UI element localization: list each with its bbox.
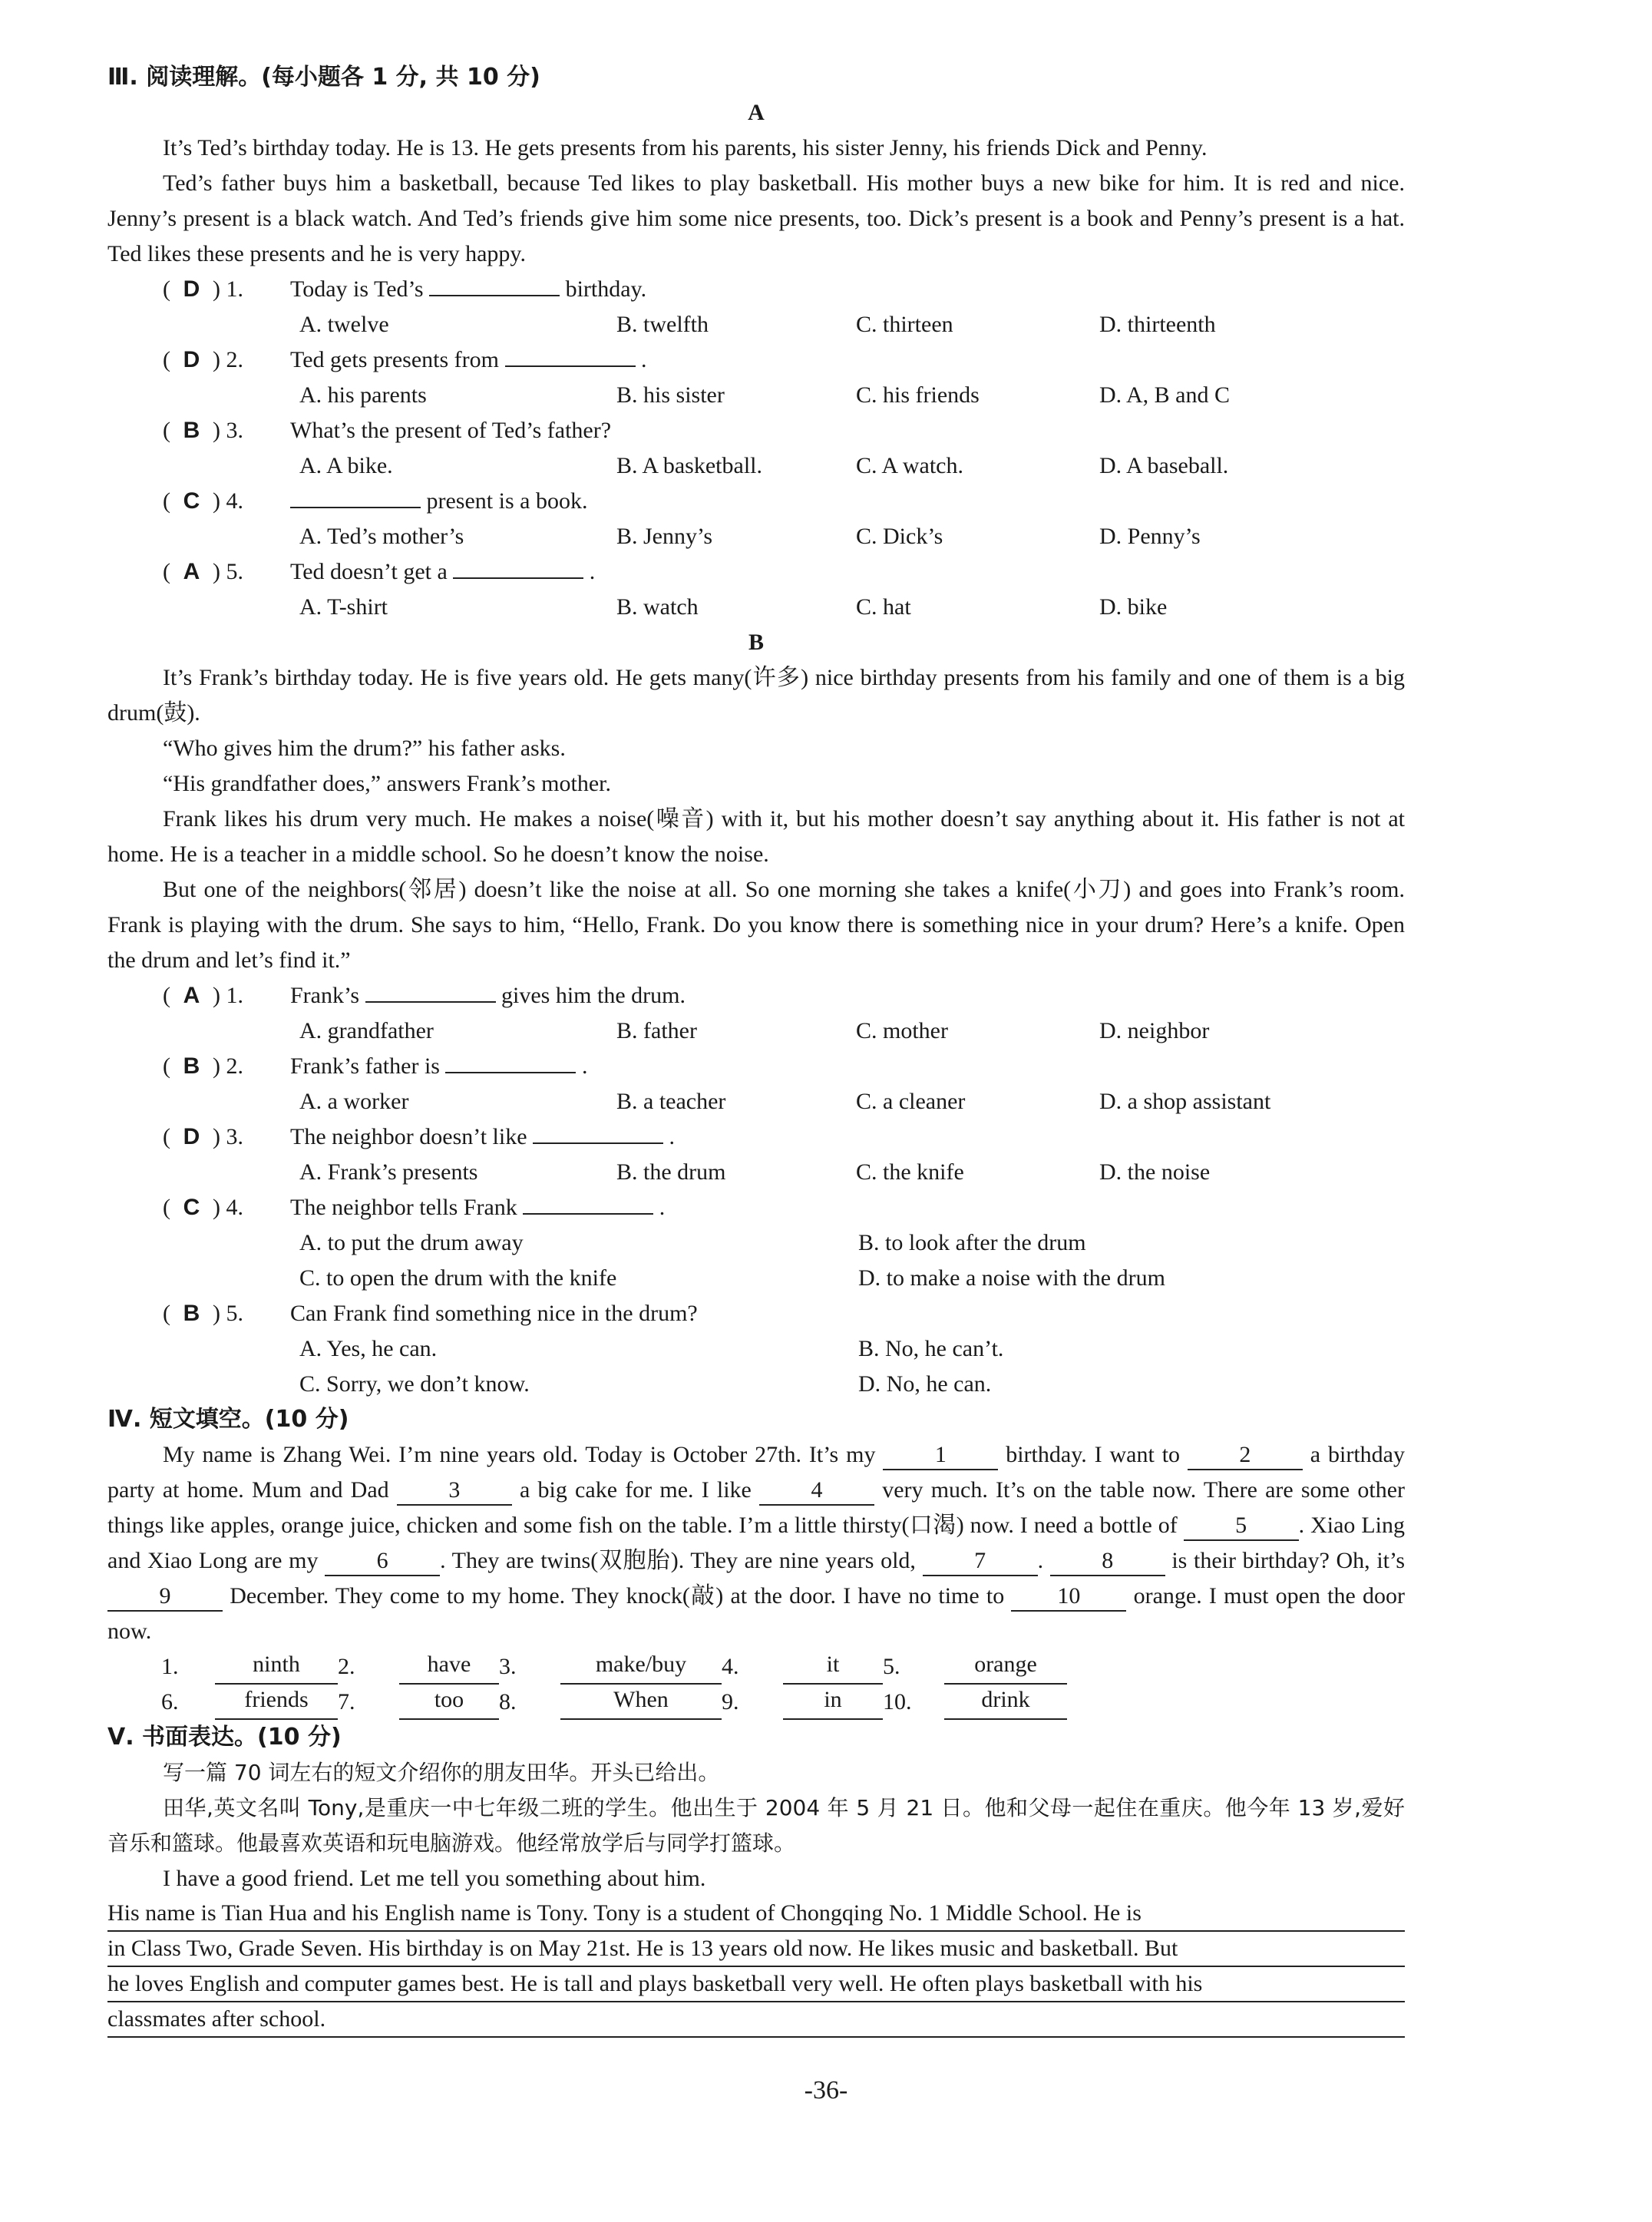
cloze-blank-4: 4: [759, 1476, 874, 1506]
question-row: [107, 554, 1405, 590]
option-row: [107, 1367, 1405, 1402]
answer-blank: [533, 1119, 663, 1144]
answer-number: 6.: [161, 1689, 179, 1714]
cloze-blank-10: 10: [1011, 1582, 1126, 1612]
passage-a-questions: [107, 272, 1405, 625]
page-number: -36-: [804, 2076, 848, 2105]
question-text-after: .: [589, 559, 596, 584]
answer-letter: B: [183, 1053, 200, 1079]
answer-blank: [429, 272, 560, 296]
option: A. grandfather: [299, 1018, 434, 1043]
question-stem: [290, 978, 686, 1013]
option: D. Penny’s: [1099, 524, 1201, 549]
question-row: [107, 272, 1405, 307]
question-text-after: .: [641, 347, 647, 372]
answer-letter: C: [183, 1195, 200, 1220]
option: A. Ted’s mother’s: [299, 524, 464, 549]
option: D. No, he can.: [858, 1371, 992, 1397]
worksheet-page: [107, 60, 1405, 2038]
question-row: [107, 1190, 1405, 1225]
cloze-blank-8: 8: [1050, 1547, 1165, 1576]
answer-number: 4.: [722, 1654, 739, 1679]
option: C. his friends: [856, 382, 980, 408]
answer-letter: A: [183, 559, 200, 584]
question-stem: [290, 554, 595, 590]
answer-paren: ( D ) 1.: [163, 272, 290, 307]
option: B. twelfth: [616, 312, 709, 337]
paragraph: “His grandfather does,” answers Frank’s mother.: [163, 771, 612, 796]
option: A. twelve: [299, 312, 389, 337]
option: C. to open the drum with the knife: [299, 1265, 617, 1291]
question-stem: [290, 1049, 587, 1084]
option: B. Jenny’s: [616, 524, 713, 549]
answer-paren: ( C ) 4.: [163, 1190, 290, 1225]
question-stem: [290, 1190, 665, 1225]
option: C. thirteen: [856, 312, 953, 337]
question-number: 3.: [226, 1124, 243, 1149]
cloze-blank-1: 1: [883, 1441, 998, 1470]
answer-value: in: [783, 1685, 883, 1720]
essay-body: [107, 1896, 1405, 2038]
option-row: [107, 590, 1405, 625]
answer-number: 10.: [883, 1689, 912, 1714]
answer-number: 3.: [499, 1654, 517, 1679]
option: C. Dick’s: [856, 524, 943, 549]
question-text: Frank’s father is: [290, 1053, 440, 1079]
option-row: [107, 448, 1405, 484]
answer-number: 2.: [338, 1654, 355, 1679]
passage-text: . They are twins(双胞胎). They are nine years old,: [440, 1548, 923, 1573]
paragraph: Frank likes his drum very much. He makes a noise(噪音) with it, but his mother doesn’t say anything about it. His father is not at home. He is a teacher in a middle school. So he doesn’t know the noise.: [107, 806, 1405, 867]
answer-letter: B: [183, 418, 200, 443]
answer-value: it: [783, 1649, 883, 1685]
passage-b-heading: B: [748, 630, 764, 655]
question-stem: [290, 484, 587, 519]
option: D. the noise: [1099, 1159, 1211, 1185]
passage-text: is their birthday? Oh, it’s: [1165, 1548, 1405, 1573]
question-row: [107, 342, 1405, 378]
answer-letter: D: [183, 1124, 200, 1149]
passage-text: My name is Zhang Wei. I’m nine years old. Today is October 27th. It’s my: [163, 1442, 884, 1467]
paragraph: It’s Ted’s birthday today. He is 13. He gets presents from his parents, his sister Jenny, his friends Dick and Penny.: [163, 135, 1208, 160]
answer-blank: [523, 1190, 653, 1215]
essay-line: His name is Tian Hua and his English name is Tony. Tony is a student of Chongqing No. 1 Middle School. He is: [107, 1896, 1405, 1932]
cloze-blank-9: 9: [107, 1582, 223, 1612]
option-row: [107, 307, 1405, 342]
answer-value: friends: [215, 1685, 338, 1720]
option-row: [107, 1013, 1405, 1049]
option: D. A baseball.: [1099, 453, 1229, 478]
question-stem: [290, 272, 646, 307]
option: C. a cleaner: [856, 1089, 966, 1114]
question-number: 1.: [226, 983, 243, 1008]
question-text: Frank’s: [290, 983, 359, 1008]
paragraph: But one of the neighbors(邻居) doesn’t like the noise at all. So one morning she takes a knife(小刀) and goes into Frank’s room. Frank is playing with the drum. She says to him, “Hello, Frank. Do you know there is something nice in your drum? Here’s a knife. Open the drum and let’s find it.”: [107, 877, 1405, 973]
option: A. Frank’s presents: [299, 1159, 478, 1185]
option: B. No, he can’t.: [858, 1336, 1004, 1361]
option: C. Sorry, we don’t know.: [299, 1371, 530, 1397]
question-number: 1.: [226, 276, 243, 302]
cloze-passage: [107, 1437, 1405, 1649]
option-row: [107, 378, 1405, 413]
passage-text: a birthday party at home. Mum and Dad: [107, 1442, 1405, 1503]
option: C. A watch.: [856, 453, 963, 478]
option: C. mother: [856, 1018, 948, 1043]
option-row: [107, 519, 1405, 554]
question-text: Today is Ted’s: [290, 276, 424, 302]
cloze-blank-7: 7: [923, 1547, 1038, 1576]
option-row: [107, 1155, 1405, 1190]
question-row: [107, 413, 1405, 448]
question-text: The neighbor doesn’t like: [290, 1124, 527, 1149]
question-stem: [290, 1296, 698, 1331]
question-text: The neighbor tells Frank: [290, 1195, 517, 1220]
answer-value: When: [560, 1685, 722, 1720]
passage-b-questions: [107, 978, 1405, 1402]
option: A. his parents: [299, 382, 427, 408]
answer-number: 7.: [338, 1689, 355, 1714]
question-number: 5.: [226, 559, 243, 584]
option: D. A, B and C: [1099, 382, 1231, 408]
option: B. father: [616, 1018, 697, 1043]
passage-text: very much. It’s on the table now. There are some other things like apples, orange juice, chicken and some fish on the table. I’m a little thirsty(口渴) now. I need a bottle of: [107, 1477, 1406, 1538]
option-row: [107, 1331, 1405, 1367]
writing-prompt-2: 田华,英文名叫 Tony,是重庆一中七年级二班的学生。他出生于 2004 年 5 月 21 日。他和父母一起住在重庆。他今年 13 岁,爱好音乐和篮球。他最喜欢英语和玩电脑游戏。他经常放学后与同学打篮球。: [107, 1795, 1405, 1856]
option-row: [107, 1225, 1405, 1261]
question-stem: [290, 1119, 675, 1155]
option: D. to make a noise with the drum: [858, 1265, 1165, 1291]
passage-a-heading: A: [748, 100, 765, 125]
question-row: [107, 484, 1405, 519]
question-row: [107, 978, 1405, 1013]
answer-letter: C: [183, 488, 200, 514]
question-stem: [290, 342, 647, 378]
question-text-after: birthday.: [565, 276, 647, 302]
answer-letter: D: [183, 347, 200, 372]
answer-blank: [445, 1049, 576, 1073]
answer-number: 5.: [883, 1654, 900, 1679]
answer-value: too: [399, 1685, 499, 1720]
answer-value: orange: [944, 1649, 1067, 1685]
answer-letter: D: [183, 276, 200, 302]
answer-number: 8.: [499, 1689, 517, 1714]
essay-opening: I have a good friend. Let me tell you something about him.: [163, 1866, 706, 1891]
essay-line: classmates after school.: [107, 2002, 1405, 2038]
question-text-after: .: [659, 1195, 666, 1220]
passage-text: a big cake for me. I like: [511, 1477, 760, 1503]
answer-paren: ( A ) 1.: [163, 978, 290, 1013]
option: D. bike: [1099, 594, 1168, 620]
paragraph: Ted’s father buys him a basketball, because Ted likes to play basketball. His mother buys a new bike for him. It is red and nice. Jenny’s present is a black watch. And Ted’s friends give him some nice presents, too. Dick’s present is a book and Penny’s present is a hat. Ted likes these presents and he is very happy.: [107, 170, 1405, 266]
answer-blank: [290, 484, 421, 508]
passage-b: [107, 660, 1405, 978]
writing-prompt-1: 写一篇 70 词左右的短文介绍你的朋友田华。开头已给出。: [163, 1760, 720, 1785]
question-text-after: present is a book.: [426, 488, 588, 514]
answer-paren: ( B ) 3.: [163, 413, 290, 448]
cloze-blank-3: 3: [397, 1476, 512, 1506]
option: B. his sister: [616, 382, 725, 408]
option: B. to look after the drum: [858, 1230, 1086, 1255]
question-text: Ted doesn’t get a: [290, 559, 448, 584]
answer-number: 9.: [722, 1689, 739, 1714]
answer-paren: ( D ) 2.: [163, 342, 290, 378]
option: B. a teacher: [616, 1089, 726, 1114]
paragraph: It’s Frank’s birthday today. He is five years old. He gets many(许多) nice birthday presents from his family and one of them is a big drum(鼓).: [107, 665, 1405, 726]
option: D. neighbor: [1099, 1018, 1210, 1043]
option: A. T-shirt: [299, 594, 388, 620]
question-text-after: .: [669, 1124, 676, 1149]
answer-value: make/buy: [560, 1649, 722, 1685]
option: C. the knife: [856, 1159, 964, 1185]
essay-line: in Class Two, Grade Seven. His birthday is on May 21st. He is 13 years old now. He likes music and basketball. But: [107, 1932, 1405, 1967]
question-text-after: .: [581, 1053, 588, 1079]
cloze-answers: [107, 1649, 1405, 1720]
answer-blank: [365, 978, 496, 1003]
passage-text: orange. I must open the door now.: [107, 1583, 1405, 1644]
question-text: What’s the present of Ted’s father?: [290, 418, 612, 443]
passage-text: .: [1037, 1548, 1050, 1573]
question-row: [107, 1119, 1405, 1155]
passage-text: December. They come to my home. They knock(敲) at the door. I have no time to: [223, 1583, 1012, 1609]
question-number: 4.: [226, 488, 243, 514]
option: D. thirteenth: [1099, 312, 1216, 337]
paragraph: “Who gives him the drum?” his father asks.: [163, 736, 566, 761]
cloze-blank-5: 5: [1184, 1512, 1299, 1541]
option: A. a worker: [299, 1089, 409, 1114]
section-4-title: Ⅳ. 短文填空。(10 分): [107, 1406, 349, 1433]
option: D. a shop assistant: [1099, 1089, 1271, 1114]
passage-text: birthday. I want to: [998, 1442, 1188, 1467]
answer-paren: ( B ) 5.: [163, 1296, 290, 1331]
question-number: 2.: [226, 347, 243, 372]
question-stem: [290, 413, 611, 448]
passage-a: [107, 131, 1405, 272]
option: C. hat: [856, 594, 911, 620]
option: A. A bike.: [299, 453, 393, 478]
option: B. the drum: [616, 1159, 726, 1185]
answer-blank: [505, 342, 636, 367]
question-text-after: gives him the drum.: [501, 983, 686, 1008]
answer-value: have: [399, 1649, 499, 1685]
cloze-blank-2: 2: [1188, 1441, 1303, 1470]
question-row: [107, 1296, 1405, 1331]
question-number: 4.: [226, 1195, 243, 1220]
option: A. to put the drum away: [299, 1230, 524, 1255]
answer-number: 1.: [161, 1654, 179, 1679]
answer-letter: B: [183, 1301, 200, 1326]
answer-paren: ( D ) 3.: [163, 1119, 290, 1155]
answer-blank: [453, 554, 583, 579]
option-row: [107, 1084, 1405, 1119]
question-text: Ted gets presents from: [290, 347, 499, 372]
answer-value: ninth: [215, 1649, 338, 1685]
answer-letter: A: [183, 983, 200, 1008]
question-number: 3.: [226, 418, 243, 443]
answer-paren: ( C ) 4.: [163, 484, 290, 519]
question-number: 2.: [226, 1053, 243, 1079]
section-5-title: Ⅴ. 书面表达。(10 分): [107, 1724, 342, 1751]
question-row: [107, 1049, 1405, 1084]
cloze-blank-6: 6: [325, 1547, 440, 1576]
essay-line: he loves English and computer games best. He is tall and plays basketball very well. He often plays basketball with his: [107, 1967, 1405, 2002]
option: A. Yes, he can.: [299, 1336, 438, 1361]
section-3-title: Ⅲ. 阅读理解。(每小题各 1 分, 共 10 分): [107, 64, 540, 91]
option: B. watch: [616, 594, 699, 620]
question-text: Can Frank find something nice in the drum?: [290, 1301, 698, 1326]
option: B. A basketball.: [616, 453, 762, 478]
answer-paren: ( A ) 5.: [163, 554, 290, 590]
option-row: [107, 1261, 1405, 1296]
answer-paren: ( B ) 2.: [163, 1049, 290, 1084]
answer-value: drink: [944, 1685, 1067, 1720]
passage-text: . Xiao Ling and Xiao Long are my: [107, 1513, 1405, 1573]
question-number: 5.: [226, 1301, 243, 1326]
